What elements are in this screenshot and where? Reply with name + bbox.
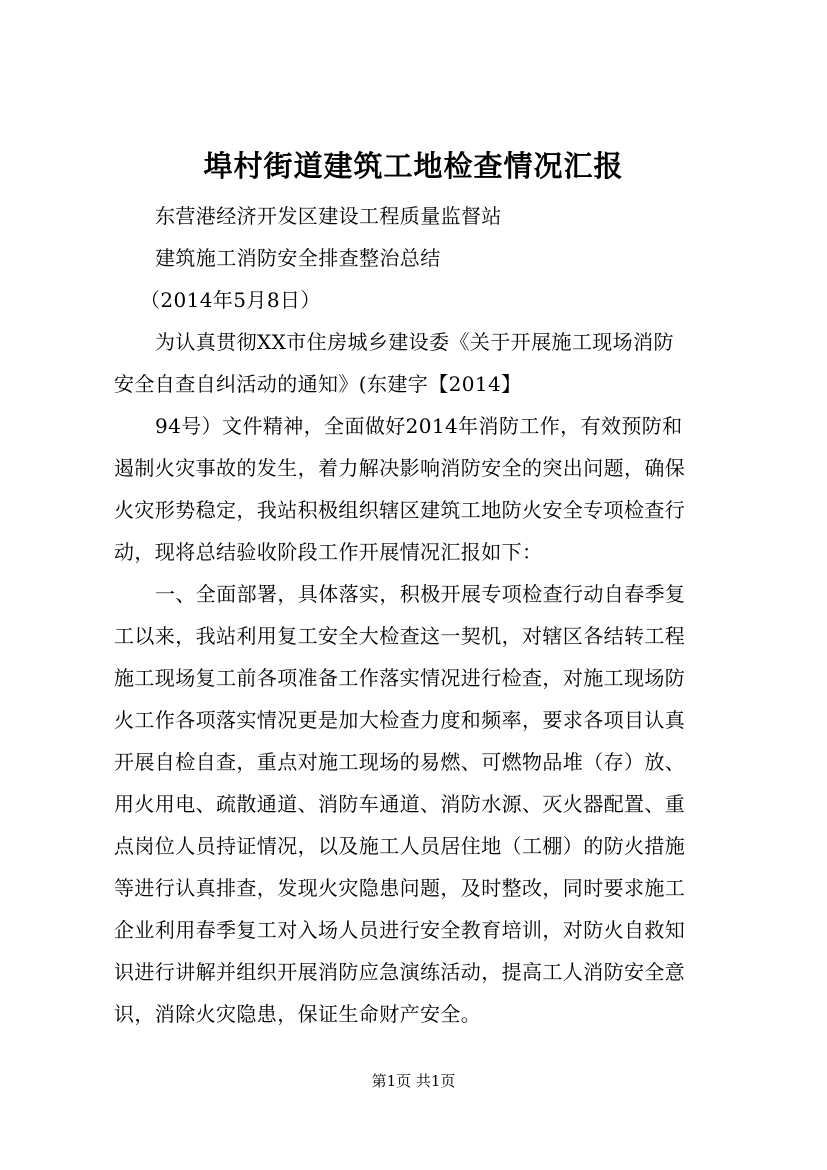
date-line: （2014年5月8日）	[140, 288, 321, 312]
paragraph-line: 94号）文件精神，全面做好2014年消防工作，有效预防和	[155, 414, 683, 438]
paragraph-line: 动，现将总结验收阶段工作开展情况汇报如下：	[114, 540, 543, 564]
paragraph-line: 识，消除火灾隐患，保证生命财产安全。	[114, 1002, 482, 1026]
subtitle-line: 建筑施工消防安全排查整治总结	[155, 246, 441, 270]
paragraph-line: 火灾形势稳定，我站积极组织辖区建筑工地防火安全专项检查行	[114, 498, 686, 522]
paragraph-line: 为认真贯彻XX市住房城乡建设委《关于开展施工现场消防	[155, 330, 674, 354]
paragraph-line: 识进行讲解并组织开展消防应急演练活动，提高工人消防安全意	[114, 960, 686, 984]
document-title: 埠村街道建筑工地检查情况汇报	[203, 149, 624, 183]
paragraph-line: 等进行认真排查，发现火灾隐患问题，及时整改，同时要求施工	[114, 876, 686, 900]
paragraph-line: 遏制火灾事故的发生，着力解决影响消防安全的突出问题，确保	[114, 456, 686, 480]
paragraph-line: 企业利用春季复工对入场人员进行安全教育培训，对防火自救知	[114, 918, 686, 942]
paragraph-line: 工以来，我站利用复工安全大检查这一契机，对辖区各结转工程	[114, 624, 686, 648]
paragraph-line: 安全自查自纠活动的通知》(东建字【2014】	[114, 372, 522, 396]
paragraph-line: 火工作各项落实情况更是加大检查力度和频率，要求各项目认真	[114, 708, 686, 732]
paragraph-line: 一、全面部署，具体落实，积极开展专项检查行动自春季复	[155, 582, 686, 606]
issuer-line: 东营港经济开发区建设工程质量监督站	[155, 204, 502, 228]
paragraph-line: 点岗位人员持证情况，以及施工人员居住地（工棚）的防火措施	[114, 834, 686, 858]
paragraph-line: 施工现场复工前各项准备工作落实情况进行检查，对施工现场防	[114, 666, 686, 690]
paragraph-line: 开展自检自查，重点对施工现场的易燃、可燃物品堆（存）放、	[114, 750, 686, 774]
paragraph-line: 用火用电、疏散通道、消防车通道、消防水源、灭火器配置、重	[114, 792, 686, 816]
page-number-footer: 第1页 共1页	[371, 1072, 456, 1090]
